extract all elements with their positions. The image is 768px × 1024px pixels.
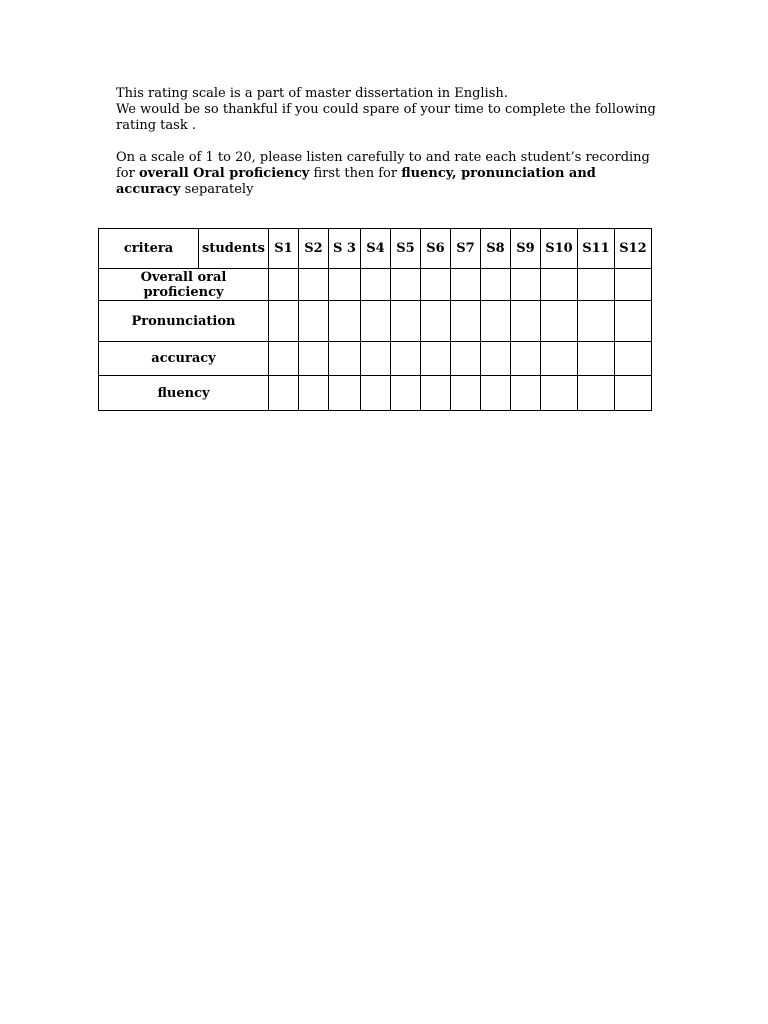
header-s3: S 3 (329, 229, 361, 269)
rating-cell[interactable] (451, 376, 481, 411)
rating-cell[interactable] (329, 301, 361, 342)
header-s9: S9 (511, 229, 541, 269)
rating-cell[interactable] (541, 376, 578, 411)
rating-cell[interactable] (511, 269, 541, 301)
rating-cell[interactable] (578, 301, 615, 342)
rating-cell[interactable] (578, 269, 615, 301)
instructions-bold-criteria: fluency, pronunciation and accuracy (116, 166, 596, 197)
rating-cell[interactable] (269, 269, 299, 301)
rating-cell[interactable] (299, 301, 329, 342)
rating-cell[interactable] (481, 269, 511, 301)
rating-cell[interactable] (541, 342, 578, 376)
rating-table (98, 228, 652, 411)
table-header-row (99, 229, 652, 269)
rating-cell[interactable] (329, 342, 361, 376)
header-s1: S1 (269, 229, 299, 269)
header-s4: S4 (361, 229, 391, 269)
rating-cell[interactable] (361, 342, 391, 376)
rating-cell[interactable] (615, 301, 652, 342)
rating-cell[interactable] (391, 301, 421, 342)
rating-cell[interactable] (329, 269, 361, 301)
rating-cell[interactable] (361, 376, 391, 411)
header-s7: S7 (451, 229, 481, 269)
header-students: students (199, 229, 269, 269)
header-s8: S8 (481, 229, 511, 269)
rating-cell[interactable] (578, 376, 615, 411)
table-row (99, 376, 652, 411)
instructions-mid: first then for (313, 166, 398, 181)
rating-cell[interactable] (421, 342, 451, 376)
header-s2: S2 (299, 229, 329, 269)
header-s12: S12 (615, 229, 652, 269)
instructions-paragraph (116, 150, 661, 198)
row-label-fluency: fluency (99, 376, 269, 411)
rating-cell[interactable] (511, 342, 541, 376)
rating-cell[interactable] (451, 342, 481, 376)
rating-cell[interactable] (299, 376, 329, 411)
rating-cell[interactable] (578, 342, 615, 376)
rating-cell[interactable] (481, 301, 511, 342)
instructions-bold-overall: overall Oral proficiency (139, 166, 310, 181)
rating-cell[interactable] (615, 376, 652, 411)
rating-cell[interactable] (481, 342, 511, 376)
rating-cell[interactable] (541, 269, 578, 301)
rating-cell[interactable] (361, 301, 391, 342)
rating-cell[interactable] (615, 342, 652, 376)
intro-text (116, 86, 661, 198)
header-s10: S10 (541, 229, 578, 269)
rating-cell[interactable] (299, 269, 329, 301)
header-s6: S6 (421, 229, 451, 269)
rating-cell[interactable] (481, 376, 511, 411)
table-row (99, 342, 652, 376)
intro-line-2: We would be so thankful if you could spare of your time to complete the following rating task . (116, 102, 656, 133)
rating-cell[interactable] (421, 376, 451, 411)
row-label-pronunciation: Pronunciation (99, 301, 269, 342)
header-s11: S11 (578, 229, 615, 269)
rating-cell[interactable] (511, 301, 541, 342)
rating-cell[interactable] (451, 301, 481, 342)
row-label-overall: Overall oral proficiency (99, 269, 269, 301)
rating-cell[interactable] (269, 376, 299, 411)
rating-cell[interactable] (421, 269, 451, 301)
rating-cell[interactable] (391, 342, 421, 376)
rating-cell[interactable] (391, 269, 421, 301)
rating-cell[interactable] (615, 269, 652, 301)
rating-cell[interactable] (269, 301, 299, 342)
table-row (99, 301, 652, 342)
rating-cell[interactable] (511, 376, 541, 411)
rating-cell[interactable] (541, 301, 578, 342)
instructions-start: On a scale of 1 to 20, please listen carefully to and rate each student’s recording for (116, 150, 650, 181)
rating-cell[interactable] (299, 342, 329, 376)
rating-cell[interactable] (451, 269, 481, 301)
rating-cell[interactable] (329, 376, 361, 411)
rating-cell[interactable] (361, 269, 391, 301)
header-s5: S5 (391, 229, 421, 269)
row-label-accuracy: accuracy (99, 342, 269, 376)
rating-cell[interactable] (269, 342, 299, 376)
paragraph-spacer (116, 134, 661, 150)
rating-cell[interactable] (421, 301, 451, 342)
table-row (99, 269, 652, 301)
rating-cell[interactable] (391, 376, 421, 411)
instructions-end: separately (184, 182, 254, 197)
intro-line-1: This rating scale is a part of master dissertation in English. (116, 86, 508, 101)
header-criteria: critera (99, 229, 199, 269)
